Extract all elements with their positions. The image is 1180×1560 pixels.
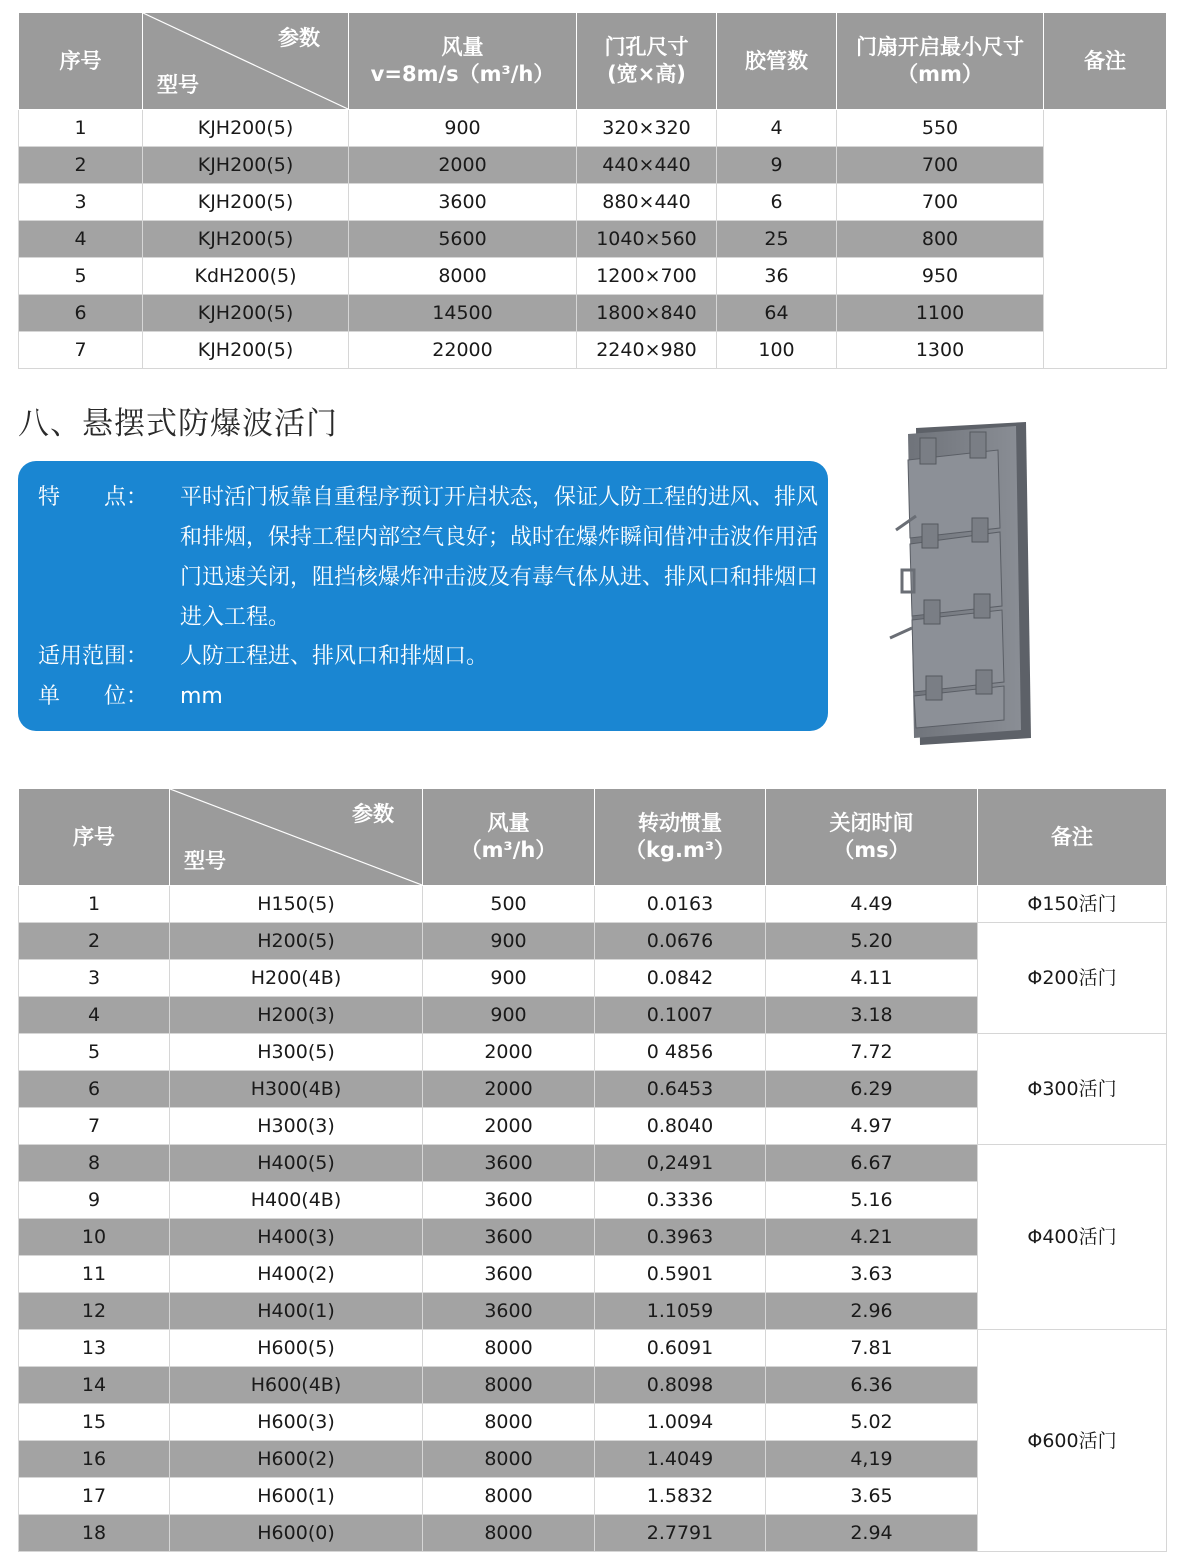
table-cell: 1 [19, 110, 143, 147]
table-cell: 3600 [423, 1256, 595, 1293]
table-cell: 12 [19, 1293, 170, 1330]
table-header-row [19, 13, 1167, 110]
header-param: 参数 [278, 26, 320, 50]
table-cell: 900 [423, 997, 595, 1034]
h-valve-spec-table [18, 788, 1167, 1552]
table-row [19, 923, 1167, 960]
table-row [19, 258, 1167, 295]
table-cell: 4 [19, 997, 170, 1034]
table-cell: 3 [19, 960, 170, 997]
header-note: 备注 [978, 789, 1167, 886]
table-cell: 6 [19, 295, 143, 332]
table-cell: 8000 [423, 1515, 595, 1552]
header-size-line1: 门孔尺寸 [604, 35, 689, 59]
table-cell: 8000 [423, 1330, 595, 1367]
note-cell: Φ600活门 [978, 1330, 1167, 1552]
table-cell: 1300 [837, 332, 1044, 369]
table-row [19, 221, 1167, 258]
header-flow-line2: v=8m/s（m³/h） [370, 62, 555, 86]
table-cell: 4.21 [766, 1219, 978, 1256]
table-cell: H200(5) [170, 923, 423, 960]
table-cell: 700 [837, 184, 1044, 221]
table-cell: 17 [19, 1478, 170, 1515]
table-cell: H600(2) [170, 1441, 423, 1478]
table-cell: 2000 [349, 147, 577, 184]
table-cell: 880×440 [577, 184, 717, 221]
table-cell: 2.96 [766, 1293, 978, 1330]
table-cell: 950 [837, 258, 1044, 295]
note-cell [1044, 110, 1167, 369]
table-cell: 7 [19, 332, 143, 369]
header-model: 型号 [157, 73, 199, 97]
table-cell: KJH200(5) [143, 110, 349, 147]
table-cell: 4.97 [766, 1108, 978, 1145]
header-flow-line1: 风量 [487, 811, 530, 835]
table-row [19, 1145, 1167, 1182]
scope-text: 人防工程进、排风口和排烟口。 [180, 644, 489, 669]
table-cell: 500 [423, 886, 595, 923]
table-cell: 6 [19, 1071, 170, 1108]
table-cell: H300(5) [170, 1034, 423, 1071]
table-cell: 0.3336 [595, 1182, 766, 1219]
table-header-row [19, 789, 1167, 886]
table-cell: 5.16 [766, 1182, 978, 1219]
kjh-spec-table [18, 12, 1167, 369]
header-inertia [595, 789, 766, 886]
header-size-line2: (宽×高) [607, 62, 686, 86]
table-row [19, 110, 1167, 147]
table-cell: 1.1059 [595, 1293, 766, 1330]
table-cell: 0.3963 [595, 1219, 766, 1256]
header-param: 参数 [352, 802, 394, 826]
table-cell: 36 [717, 258, 837, 295]
table-cell: H300(4B) [170, 1071, 423, 1108]
table-cell: 5.02 [766, 1404, 978, 1441]
table-cell: KJH200(5) [143, 147, 349, 184]
table-cell: 0.6091 [595, 1330, 766, 1367]
table-row [19, 332, 1167, 369]
header-door [837, 13, 1044, 110]
table-cell: 13 [19, 1330, 170, 1367]
header-model: 型号 [184, 849, 226, 873]
table-cell: 22000 [349, 332, 577, 369]
table-cell: 1200×700 [577, 258, 717, 295]
table-cell: H400(3) [170, 1219, 423, 1256]
header-flow-line1: 风量 [441, 35, 484, 59]
table-cell: 3600 [349, 184, 577, 221]
table-cell: 1.4049 [595, 1441, 766, 1478]
table-cell: KdH200(5) [143, 258, 349, 295]
table-cell: H400(5) [170, 1145, 423, 1182]
table-cell: 8000 [349, 258, 577, 295]
table-cell: 8 [19, 1145, 170, 1182]
header-size [577, 13, 717, 110]
table-cell: 900 [349, 110, 577, 147]
header-door-line1: 门扇开启最小尺寸 [856, 35, 1024, 59]
table-cell: H300(3) [170, 1108, 423, 1145]
table-cell: 4.49 [766, 886, 978, 923]
table-cell: 440×440 [577, 147, 717, 184]
table-cell: 4,19 [766, 1441, 978, 1478]
table-cell: 1040×560 [577, 221, 717, 258]
header-flow-line2: （m³/h） [460, 838, 557, 862]
table-cell: 0.8098 [595, 1367, 766, 1404]
table-cell: 100 [717, 332, 837, 369]
table-cell: 2 [19, 923, 170, 960]
table-cell: 320×320 [577, 110, 717, 147]
table-cell: 3.18 [766, 997, 978, 1034]
table-cell: 7.81 [766, 1330, 978, 1367]
table-cell: 0.0163 [595, 886, 766, 923]
table-cell: 10 [19, 1219, 170, 1256]
table-row [19, 1330, 1167, 1367]
table-cell: H400(2) [170, 1256, 423, 1293]
feature-label: 特 点： [38, 485, 149, 510]
header-close-line1: 关闭时间 [829, 811, 914, 835]
table-cell: H200(3) [170, 997, 423, 1034]
table-cell: KJH200(5) [143, 295, 349, 332]
table-cell: H600(3) [170, 1404, 423, 1441]
table-cell: 6.36 [766, 1367, 978, 1404]
table-cell: H600(0) [170, 1515, 423, 1552]
table-cell: 14 [19, 1367, 170, 1404]
table-cell: 2 [19, 147, 143, 184]
header-seq: 序号 [19, 789, 170, 886]
table-cell: 3.63 [766, 1256, 978, 1293]
table-cell: 1.5832 [595, 1478, 766, 1515]
table-cell: 0,2491 [595, 1145, 766, 1182]
table-cell: 9 [19, 1182, 170, 1219]
note-cell: Φ200活门 [978, 923, 1167, 1034]
table-cell: 7 [19, 1108, 170, 1145]
table-cell: 11 [19, 1256, 170, 1293]
header-door-line2: （mm） [897, 62, 983, 86]
table-cell: 1100 [837, 295, 1044, 332]
table-cell: 0.1007 [595, 997, 766, 1034]
table-cell: 550 [837, 110, 1044, 147]
table-cell: 4.11 [766, 960, 978, 997]
table-body [19, 110, 1167, 369]
table-row [19, 1034, 1167, 1071]
table-row [19, 886, 1167, 923]
table-body [19, 886, 1167, 1552]
table-cell: 6 [717, 184, 837, 221]
table-cell: 8000 [423, 1478, 595, 1515]
unit-text: mm [180, 684, 223, 709]
header-param-model [170, 789, 423, 886]
table-cell: KJH200(5) [143, 221, 349, 258]
table-cell: H150(5) [170, 886, 423, 923]
header-hoses: 胶管数 [717, 13, 837, 110]
table-row [19, 184, 1167, 221]
table-cell: 3.65 [766, 1478, 978, 1515]
table-cell: 1 [19, 886, 170, 923]
note-cell: Φ300活门 [978, 1034, 1167, 1145]
table-row [19, 147, 1167, 184]
note-cell: Φ150活门 [978, 886, 1167, 923]
table-cell: 900 [423, 923, 595, 960]
table-cell: 5.20 [766, 923, 978, 960]
table-cell: 3600 [423, 1182, 595, 1219]
table-cell: 16 [19, 1441, 170, 1478]
table-cell: 0 4856 [595, 1034, 766, 1071]
table-cell: 2.94 [766, 1515, 978, 1552]
header-param-model [143, 13, 349, 110]
table-cell: 900 [423, 960, 595, 997]
feature-box [18, 461, 828, 731]
table-cell: 8000 [423, 1404, 595, 1441]
table-cell: 1.0094 [595, 1404, 766, 1441]
table-cell: H600(5) [170, 1330, 423, 1367]
table-cell: 5 [19, 1034, 170, 1071]
table-cell: 8000 [423, 1441, 595, 1478]
table-cell: H400(1) [170, 1293, 423, 1330]
table-cell: 4 [717, 110, 837, 147]
table-cell: H400(4B) [170, 1182, 423, 1219]
table-cell: 64 [717, 295, 837, 332]
section-title: 八、悬摆式防爆波活门 [18, 406, 338, 442]
table-row [19, 295, 1167, 332]
note-cell: Φ400活门 [978, 1145, 1167, 1330]
table-cell: 6.29 [766, 1071, 978, 1108]
header-note: 备注 [1044, 13, 1167, 110]
table-cell: KJH200(5) [143, 184, 349, 221]
table-cell: 3600 [423, 1219, 595, 1256]
table-cell: 5 [19, 258, 143, 295]
table-cell: 0.5901 [595, 1256, 766, 1293]
table-cell: 5600 [349, 221, 577, 258]
table-cell: 1800×840 [577, 295, 717, 332]
header-flow [349, 13, 577, 110]
table-cell: 2000 [423, 1071, 595, 1108]
table-cell: 3600 [423, 1293, 595, 1330]
table-cell: 9 [717, 147, 837, 184]
table-cell: H200(4B) [170, 960, 423, 997]
table-cell: 700 [837, 147, 1044, 184]
table-cell: 8000 [423, 1367, 595, 1404]
table-cell: 2000 [423, 1034, 595, 1071]
feature-text: 平时活门板靠自重程序预订开启状态，保证人防工程的进风、排风和排烟，保持工程内部空气良好；战时在爆炸瞬间借冲击波作用活门迅速关闭，阻挡核爆炸冲击波及有毒气体从进、排风口和排烟口进入工程。 [180, 485, 819, 630]
header-close-line2: （ms） [833, 838, 910, 862]
table-cell: 25 [717, 221, 837, 258]
table-cell: 2000 [423, 1108, 595, 1145]
table-cell: 0.8040 [595, 1108, 766, 1145]
table-cell: 0.0842 [595, 960, 766, 997]
table-cell: 800 [837, 221, 1044, 258]
table-cell: 18 [19, 1515, 170, 1552]
scope-label: 适用范围： [38, 644, 149, 669]
table-cell: KJH200(5) [143, 332, 349, 369]
table-cell: 15 [19, 1404, 170, 1441]
header-close-time [766, 789, 978, 886]
header-seq: 序号 [19, 13, 143, 110]
header-inertia-line1: 转动惯量 [638, 811, 722, 835]
table-cell: 7.72 [766, 1034, 978, 1071]
header-inertia-line2: （kg.m³） [624, 838, 736, 862]
table-cell: H600(4B) [170, 1367, 423, 1404]
table-cell: 14500 [349, 295, 577, 332]
table-cell: 0.6453 [595, 1071, 766, 1108]
table-cell: 6.67 [766, 1145, 978, 1182]
table-cell: 4 [19, 221, 143, 258]
table-cell: 0.0676 [595, 923, 766, 960]
table-cell: 3600 [423, 1145, 595, 1182]
blast-valve-product-image [886, 420, 1046, 745]
table-cell: 3 [19, 184, 143, 221]
table-cell: 2.7791 [595, 1515, 766, 1552]
unit-label: 单 位： [38, 684, 149, 709]
table-cell: H600(1) [170, 1478, 423, 1515]
header-flow [423, 789, 595, 886]
table-cell: 2240×980 [577, 332, 717, 369]
